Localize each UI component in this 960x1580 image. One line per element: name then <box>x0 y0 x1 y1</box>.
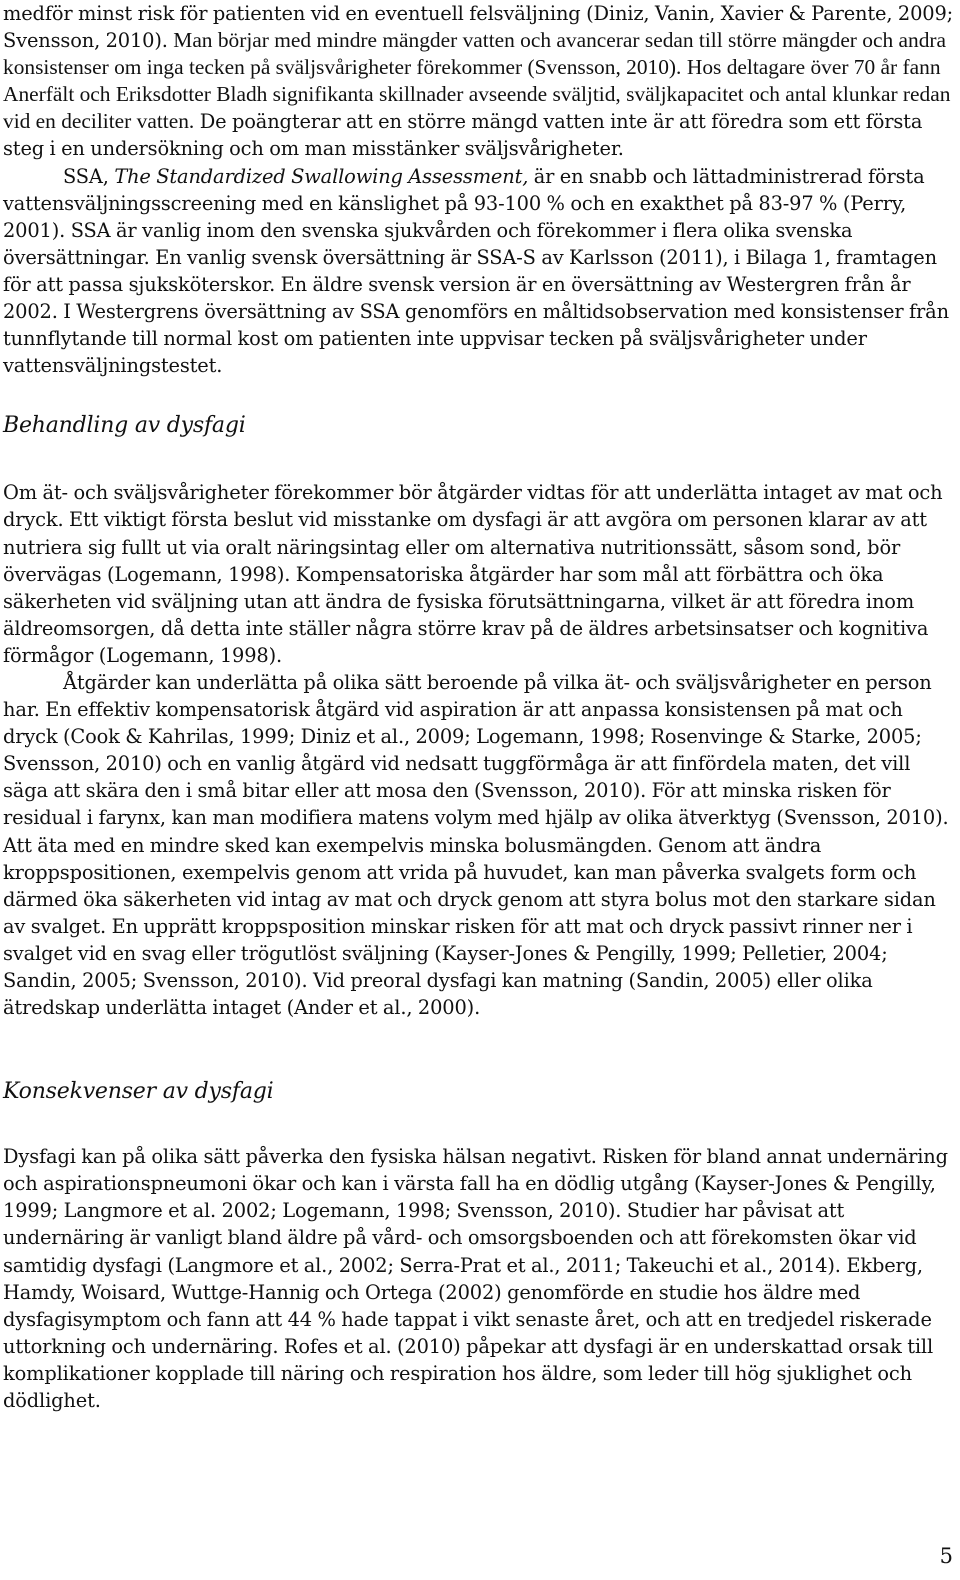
sentence: medför minst risk för patienten vid en eventuell felsväljning (Diniz, Vanin, Xavier & Parente, 2009; Svensson, 2010). <box>3 2 954 53</box>
sentence: Åtgärder kan underlätta på olika sätt beroende på vilka ät- och sväljsvårigheter en person har. <box>3 670 932 722</box>
sentence: Kompensatoriska åtgärder har som mål att förbättra och öka säkerheten vid sväljning utan att ändra de fysiska förutsättningarna, vilket är att föredra inom äldreomsorgen, då detta inte ställer några större krav på de äldres arbetsinsatser och kognitiva förmågor (Logemann, 1998). <box>3 562 929 667</box>
sentence: Dysfagi kan på olika sätt påverka den fysiska hälsan negativt. <box>3 1145 597 1169</box>
sentence: En upprätt kroppsposition minskar risken för att mat och dryck passivt rinner ner i svalget vid en svag eller trögutlöst sväljning (Kayser-Jones & Pengilly, 1999; Pelletier, 2004; Sandin, 2005; Svensson, 2010). <box>3 914 913 992</box>
sentence: Rofes et al. (2010) påpekar att dysfagi är en underskattad orsak till komplikationer kopplade till näring och respiration hos äldre, som leder till hög sjuklighet och dödlighet. <box>3 1334 934 1413</box>
sentence: Ekberg, Hamdy, Woisard, Wuttge-Hannig och Ortega (2002) genomförde en studie hos äldre med dysfagisymptom och fann att 44 % hade tappat i vikt senaste året, och att en tredjedel riskerade uttorkning och undernäring. <box>3 1253 932 1358</box>
section-heading-konsekvenser: Konsekvenser av dysfagi <box>3 1079 274 1105</box>
sentence: I Westergrens översättning av SSA genomförs en måltidsobservation med konsistenser från tunnflytande till normal kost om patienten inte uppvisar tecken på sväljsvårigheter under vattensväljningstestet. <box>3 300 949 378</box>
emphasis-ssa-title: The Standardized Swallowing Assessment, <box>114 164 529 188</box>
sentence: Om ät- och sväljsvårigheter förekommer bör åtgärder vidtas för att underlätta intaget av mat och dryck. <box>3 481 943 532</box>
sentence: De poängterar att en större mängd vatten inte är att föredra som ett första steg i en undersökning och om man misstänker sväljsvårigheter. <box>3 110 923 161</box>
sentence: För att minska risken för residual i farynx, kan man modifiera matens volym med hjälp av olika ätverktyg (Svensson, 2010). <box>3 779 949 830</box>
paragraph-compensatory <box>3 669 955 1021</box>
paragraph-consequences <box>3 1143 955 1414</box>
sentence: Ett viktigt första beslut vid misstanke om dysfagi är att avgöra om personen klarar av att nutriera sig fullt ut via oralt näringsintag eller om alternativa nutritionssätt, såsom sond, bör övervägas (Logemann, 1998). <box>3 508 927 586</box>
sentence: Genom att ändra kroppspositionen, exempelvis genom att vrida på huvudet, kan man påverka svalgets form och därmed öka säkerheten vid intag av mat och dryck genom att styra bolus mot den starkare sidan av svalget. <box>3 833 936 938</box>
sentence: Studier har påvisat att undernäring är vanligt bland äldre på vård- och omsorgsboenden och att förekomsten ökar vid samtidig dysfagi (Langmore et al., 2002; Serra-Prat et al., 2011; Takeuchi et al., 2014). <box>3 1199 917 1277</box>
sentence: Vid preoral dysfagi kan matning (Sandin, 2005) eller olika ätredskap underlätta intaget (Ander et al., 2000). <box>3 969 873 1020</box>
page-number: 5 <box>939 1544 953 1568</box>
section-heading-behandling: Behandling av dysfagi <box>3 413 246 439</box>
sentence: Hos deltagare över 70 år fann Anerfält och Eriksdotter Bladh signifikanta skillnader avseende sväljtid, sväljkapacitet och antal klunkar redan vid en deciliter vatten. <box>3 55 951 134</box>
sentence: Att äta med en mindre sked kan exempelvis minska bolusmängden. <box>3 833 653 857</box>
sentence: Risken för bland annat undernäring och aspirationspneumoni ökar och kan i värsta fall ha en dödlig utgång (Kayser-Jones & Pengilly, 1999; Langmore et al. 2002; Logemann, 1998; Svensson, 2010). <box>3 1145 948 1223</box>
sentence: En effektiv kompensatorisk åtgärd vid aspiration är att anpassa konsistensen på mat och dryck (Cook & Kahrilas, 1999; Diniz et al., 2009; Logemann, 1998; Rosenvinge & Starke, 2005; Svensson, 2010) och en vanlig åtgärd vid nedsatt tuggförmåga är att finfördela maten, det vill säga att skära den i små bitar eller att mosa den (Svensson, 2010). <box>3 698 922 803</box>
sentence: SSA, <box>63 164 109 188</box>
paragraph-treatment-intro <box>3 479 955 669</box>
sentence: SSA är vanlig inom den svenska sjukvården och förekommer i flera olika svenska översättningar. <box>3 218 853 269</box>
sentence: Man börjar med mindre mängder vatten och avancerar sedan till större mängder och andra konsistenser om inga tecken på sväljsvårigheter förekommer (Svensson, 2010). <box>3 28 947 80</box>
paragraph-swallow-test <box>3 0 955 163</box>
sentence: är en snabb och lättadministrerad första vattensväljningsscreening med en känslighet på 93-100 % och en exakthet på 83-97 % (Perry, 2001). <box>3 164 925 242</box>
document-page <box>3 0 955 1414</box>
sentence: En äldre svensk version är en översättning av Westergren från år 2002. <box>3 272 911 324</box>
paragraph-ssa <box>3 163 955 380</box>
sentence: En vanlig svensk översättning är SSA-S av Karlsson (2011), i Bilaga 1, framtagen för att passa sjuksköterskor. <box>3 245 937 296</box>
